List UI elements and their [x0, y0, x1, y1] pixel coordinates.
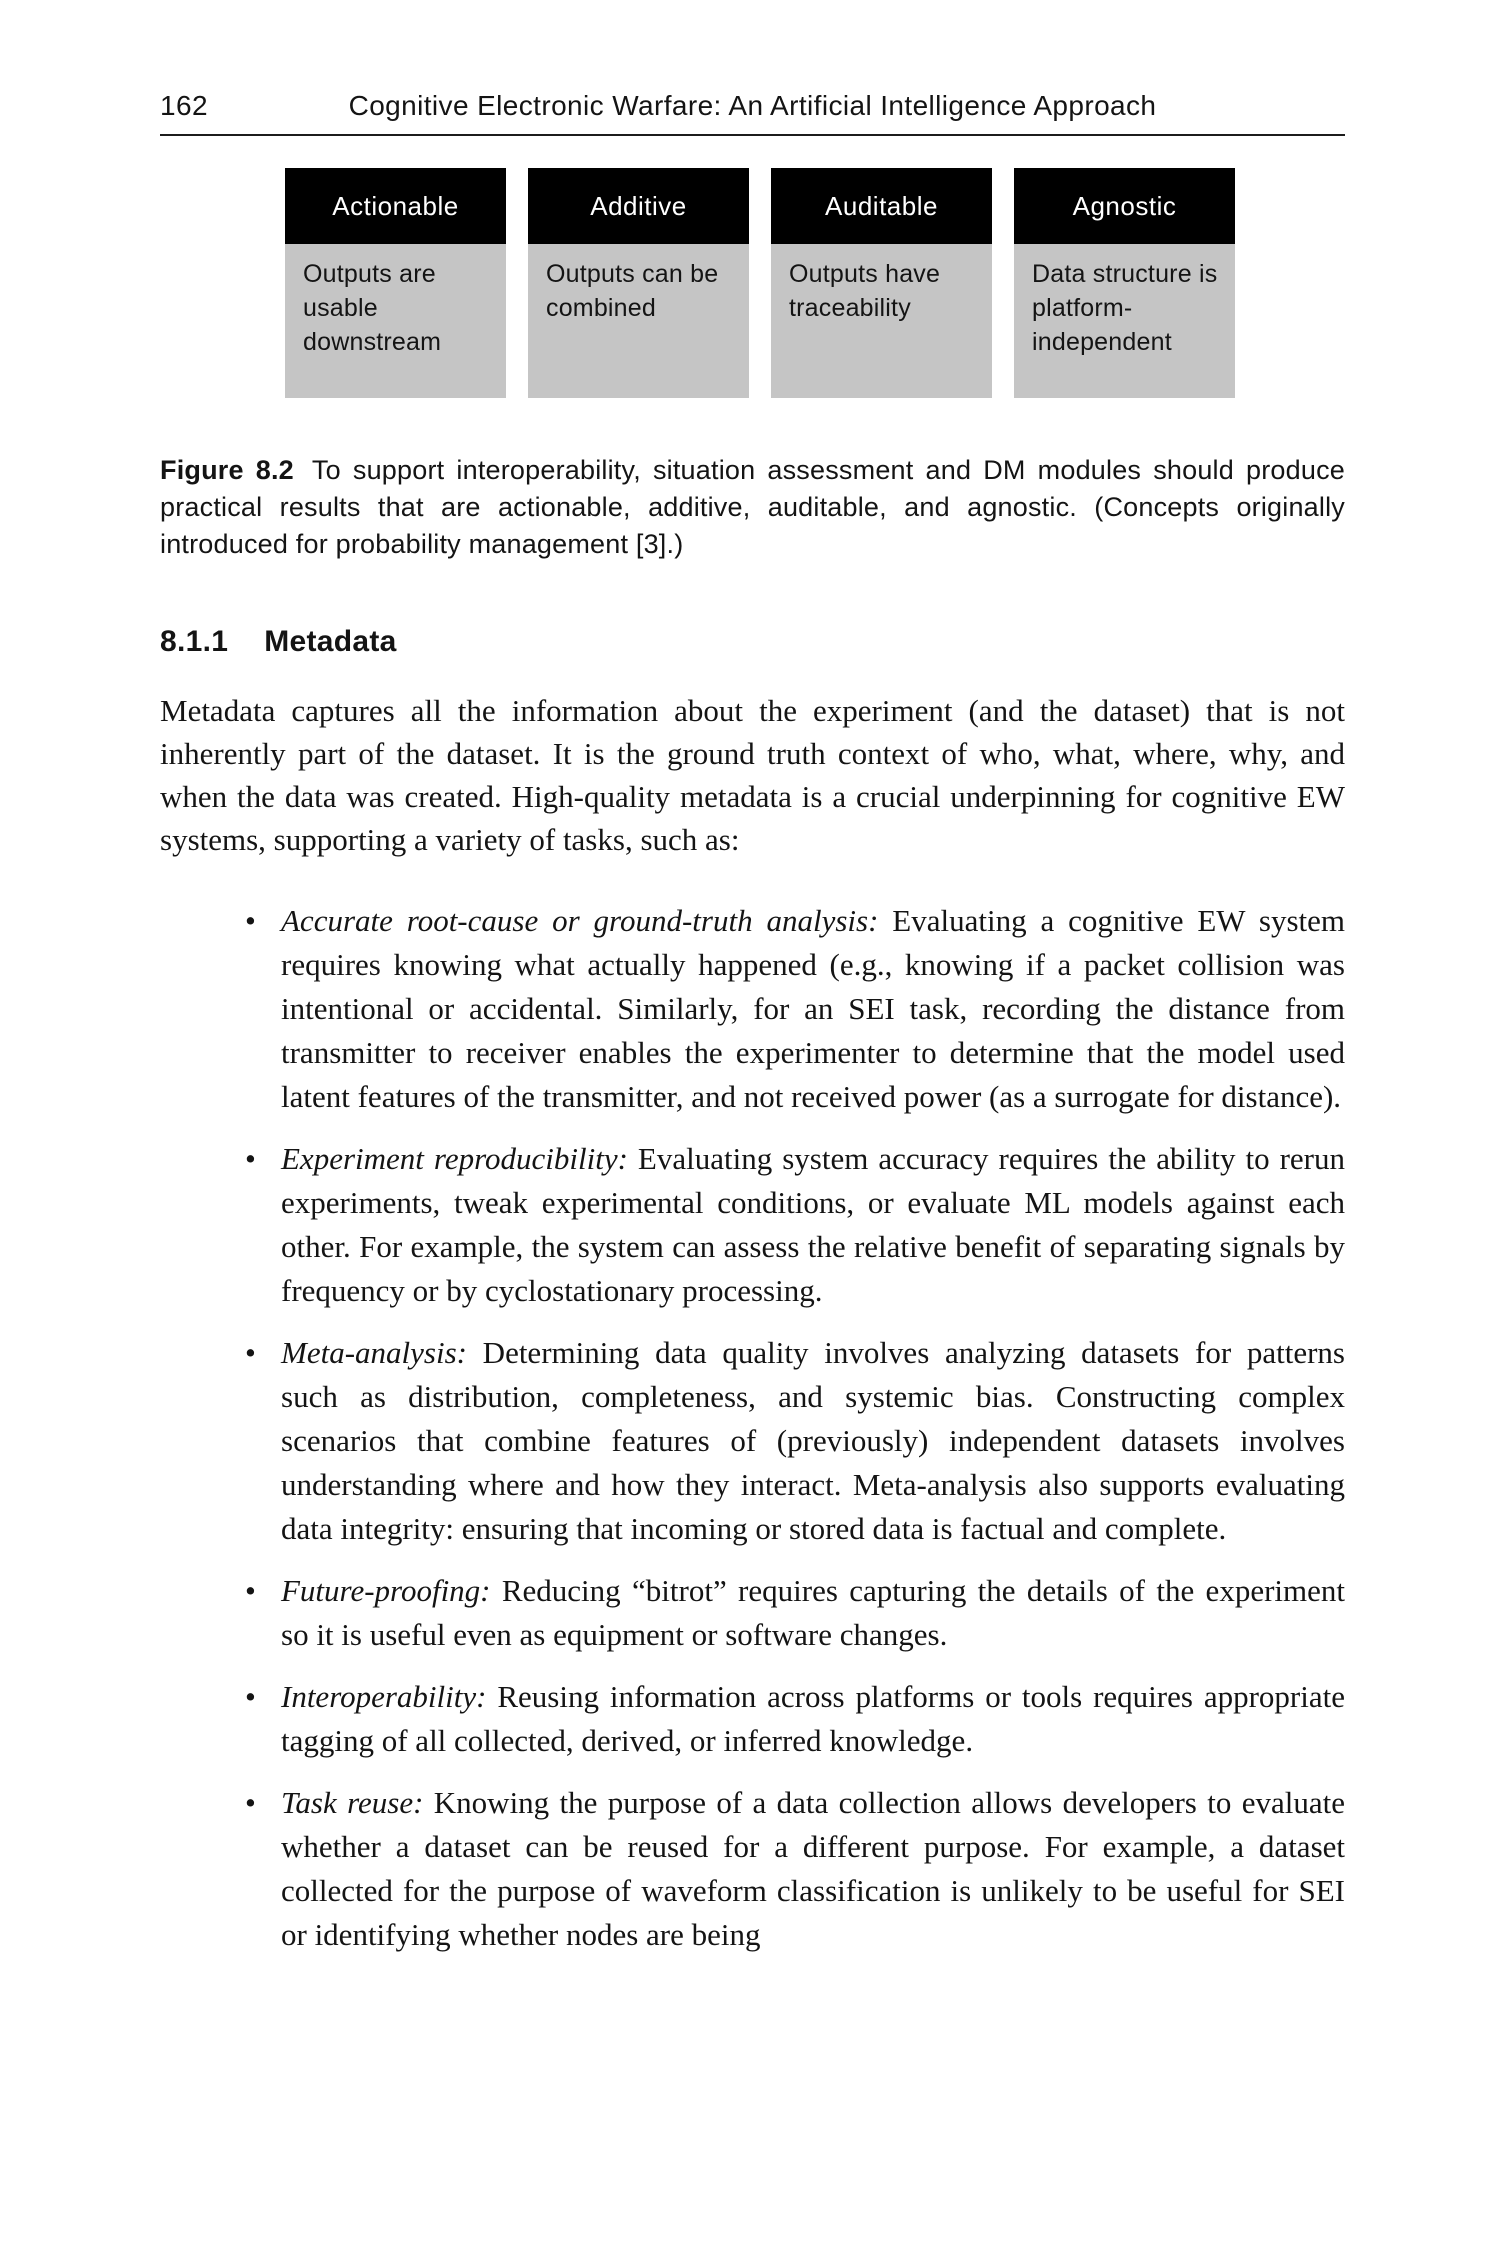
- bullet-rest: Determining data quality involves analyzing datasets for patterns such as distribution, completeness, and systemic bias. Constructing complex scenarios that combine features of (previously) independent datasets involves understanding where and how they interact. Meta-analysis also supports evaluating data integrity: ensuring that incoming or stored data is factual and complete.: [281, 1335, 1345, 1546]
- figure-box-agnostic: [1014, 168, 1235, 398]
- list-item: [245, 1331, 1345, 1551]
- intro-paragraph: Metadata captures all the information about the experiment (and the dataset) that is not inherently part of the dataset. It is the ground truth context of who, what, where, why, and when the data was created. High-quality metadata is a crucial underpinning for cognitive EW systems, supporting a variety of tasks, such as:: [160, 693, 1345, 857]
- figure-caption-text: To support interoperability, situation assessment and DM modules should produce practical results that are actionable, additive, auditable, and agnostic. (Concepts originally introduced for probability management [3].): [160, 455, 1345, 559]
- bullet-text: [281, 899, 1345, 1119]
- section-number: 8.1.1: [160, 625, 229, 658]
- figure-box-title: Additive: [528, 168, 749, 244]
- figure-box-body: Outputs can be combined: [528, 244, 749, 398]
- list-item: [245, 1569, 1345, 1657]
- bullet-lead: Meta-analysis:: [281, 1335, 467, 1370]
- figure-caption: [160, 452, 1345, 563]
- bullet-rest: Knowing the purpose of a data collection allows developers to evaluate whether a dataset can be reused for a different purpose. For example, a dataset collected for the purpose of waveform classification is unlikely to be useful for SEI or identifying whether nodes are being: [281, 1785, 1345, 1952]
- bullet-lead: Experiment reproducibility:: [281, 1141, 628, 1176]
- bullet-lead: Future-proofing:: [281, 1573, 491, 1608]
- figure-box-body: Data structure is platform-independent: [1014, 244, 1235, 398]
- bullet-rest: Reusing information across platforms or tools requires appropriate tagging of all collected, derived, or inferred knowledge.: [281, 1679, 1345, 1758]
- bullet-text: [281, 1331, 1345, 1551]
- page-number: 162: [160, 90, 208, 121]
- figure-box-title: Agnostic: [1014, 168, 1235, 244]
- figure-box-title: Actionable: [285, 168, 506, 244]
- list-item: [245, 1781, 1345, 1957]
- figure-box-body: Outputs are usable downstream: [285, 244, 506, 398]
- bullet-text: [281, 1781, 1345, 1957]
- bullet-text: [281, 1137, 1345, 1313]
- bullet-text: [281, 1675, 1345, 1763]
- figure-box-title: Auditable: [771, 168, 992, 244]
- bullet-icon: •: [245, 1573, 256, 1608]
- list-item: [245, 899, 1345, 1119]
- bullet-rest: Evaluating system accuracy requires the ability to rerun experiments, tweak experimental conditions, or evaluate ML models against each other. For example, the system can assess the relative benefit of separating signals by frequency or by cyclostationary processing.: [281, 1141, 1345, 1308]
- bullet-icon: •: [245, 1679, 256, 1714]
- task-bullet-list: [160, 899, 1345, 1957]
- bullet-lead: Accurate root-cause or ground-truth analysis:: [281, 903, 879, 938]
- bullet-icon: •: [245, 1141, 256, 1176]
- bullet-icon: •: [245, 1335, 256, 1370]
- bullet-icon: •: [245, 1785, 256, 1820]
- bullet-text: [281, 1569, 1345, 1657]
- section-heading: [160, 625, 1345, 659]
- figure-8-2: [285, 168, 1345, 398]
- figure-box-additive: [528, 168, 749, 398]
- bullet-lead: Interoperability:: [281, 1679, 487, 1714]
- section-title: Metadata: [264, 625, 397, 658]
- running-header: [160, 0, 1345, 136]
- figure-caption-label: Figure 8.2: [160, 455, 294, 485]
- running-title: Cognitive Electronic Warfare: An Artificial Intelligence Approach: [348, 90, 1157, 121]
- bullet-rest: Reducing “bitrot” requires capturing the details of the experiment so it is useful even as equipment or software changes.: [281, 1573, 1345, 1652]
- bullet-lead: Task reuse:: [281, 1785, 424, 1820]
- figure-box-auditable: [771, 168, 992, 398]
- list-item: [245, 1137, 1345, 1313]
- bullet-rest: Evaluating a cognitive EW system requires knowing what actually happened (e.g., knowing if a packet collision was intentional or accidental. Similarly, for an SEI task, recording the distance from transmitter to receiver enables the experimenter to determine that the model used latent features of the transmitter, and not received power (as a surrogate for distance).: [281, 903, 1345, 1114]
- figure-box-actionable: [285, 168, 506, 398]
- figure-box-body: Outputs have traceability: [771, 244, 992, 398]
- bullet-icon: •: [245, 903, 256, 938]
- list-item: [245, 1675, 1345, 1763]
